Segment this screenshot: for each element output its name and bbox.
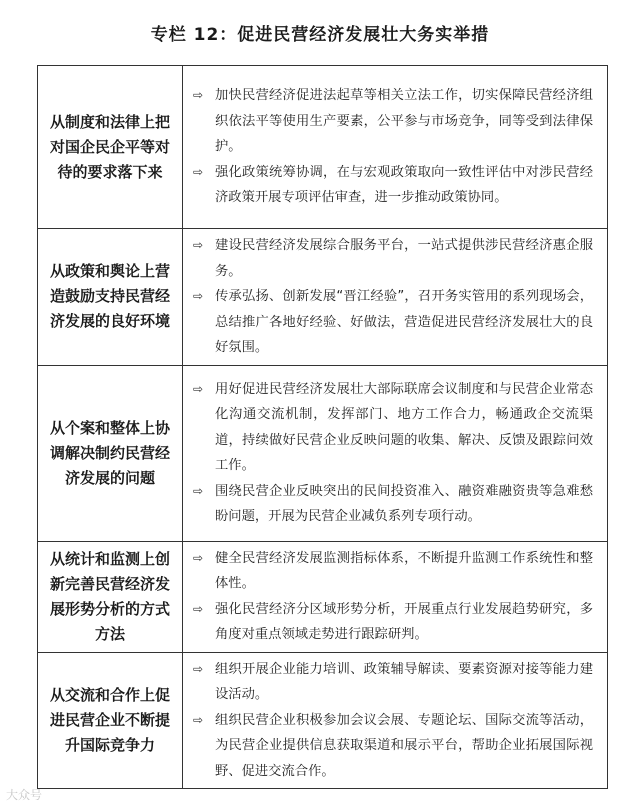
arrow-bullet-icon: ⇨ (193, 381, 204, 396)
table-row (38, 229, 608, 366)
list-item (193, 546, 593, 597)
watermark: 大众号 (6, 788, 43, 802)
list-item (193, 708, 593, 785)
arrow-bullet-icon: ⇨ (193, 550, 204, 565)
row-category: 从交流和合作上促进民营企业不断提升国际竞争力 (38, 652, 183, 789)
item-text: 健全民营经济发展监测指标体系，不断提升监测工作系统性和整体性。 (215, 550, 593, 591)
arrow-bullet-icon: ⇨ (193, 289, 204, 303)
table-row (38, 652, 608, 789)
item-text: 强化民营经济分区域形势分析，开展重点行业发展趋势研究，多角度对重点领域走势进行跟踪研判。 (215, 601, 593, 642)
row-category: 从政策和舆论上营造鼓励支持民营经济发展的良好环境 (38, 229, 183, 366)
measures-table (37, 65, 608, 789)
arrow-bullet-icon: ⇨ (193, 483, 204, 498)
arrow-bullet-icon: ⇨ (193, 661, 204, 676)
list-item (193, 597, 593, 648)
list-item (193, 284, 593, 361)
table-row (38, 66, 608, 229)
item-text: 强化政策统筹协调，在与宏观政策取向一致性评估中对涉民营经济政策开展专项评估审查，进一步推动政策协同。 (215, 164, 593, 206)
row-items (183, 365, 608, 541)
table-row (38, 365, 608, 541)
list-item (193, 160, 593, 211)
row-items (183, 229, 608, 366)
table-row (38, 541, 608, 652)
list-item (193, 377, 593, 479)
item-text: 组织民营企业积极参加会议会展、专题论坛、国际交流等活动，为民营企业提供信息获取渠道和展示平台，帮助企业拓展国际视野、促进交流合作。 (215, 712, 593, 779)
item-text: 传承弘扬、创新发展“晋江经验”，召开务实管用的系列现场会，总结推广各地好经验、好做法，营造促进民营经济发展壮大的良好氛围。 (215, 289, 593, 355)
row-items (183, 541, 608, 652)
arrow-bullet-icon: ⇨ (193, 238, 204, 252)
list-item (193, 233, 593, 284)
arrow-bullet-icon: ⇨ (193, 164, 204, 179)
row-category: 从制度和法律上把对国企民企平等对待的要求落下来 (38, 66, 183, 229)
item-text: 用好促进民营经济发展壮大部际联席会议制度和与民营企业常态化沟通交流机制，发挥部门、地方工作合力，畅通政企交流渠道，持续做好民营企业反映问题的收集、解决、反馈及跟踪问效工作。 (215, 381, 593, 473)
item-text: 建设民营经济发展综合服务平台，一站式提供涉民营经济惠企服务。 (215, 238, 593, 279)
list-item (193, 479, 593, 530)
row-items (183, 66, 608, 229)
arrow-bullet-icon: ⇨ (193, 712, 204, 727)
arrow-bullet-icon: ⇨ (193, 88, 204, 103)
list-item (193, 657, 593, 708)
column-title: 专栏 12：促进民营经济发展壮大务实举措 (150, 25, 490, 45)
row-category: 从个案和整体上协调解决制约民营经济发展的问题 (38, 365, 183, 541)
item-text: 围绕民营企业反映突出的民间投资准入、融资难融资贵等急难愁盼问题，开展为民营企业减负系列专项行动。 (215, 483, 593, 524)
arrow-bullet-icon: ⇨ (193, 601, 204, 616)
item-text: 加快民营经济促进法起草等相关立法工作，切实保障民营经济组织依法平等使用生产要素，公平参与市场竞争，同等受到法律保护。 (215, 88, 593, 155)
row-category: 从统计和监测上创新完善民营经济发展形势分析的方式方法 (38, 541, 183, 652)
item-text: 组织开展企业能力培训、政策辅导解读、要素资源对接等能力建设活动。 (215, 661, 593, 702)
row-items (183, 652, 608, 789)
list-item (193, 83, 593, 160)
